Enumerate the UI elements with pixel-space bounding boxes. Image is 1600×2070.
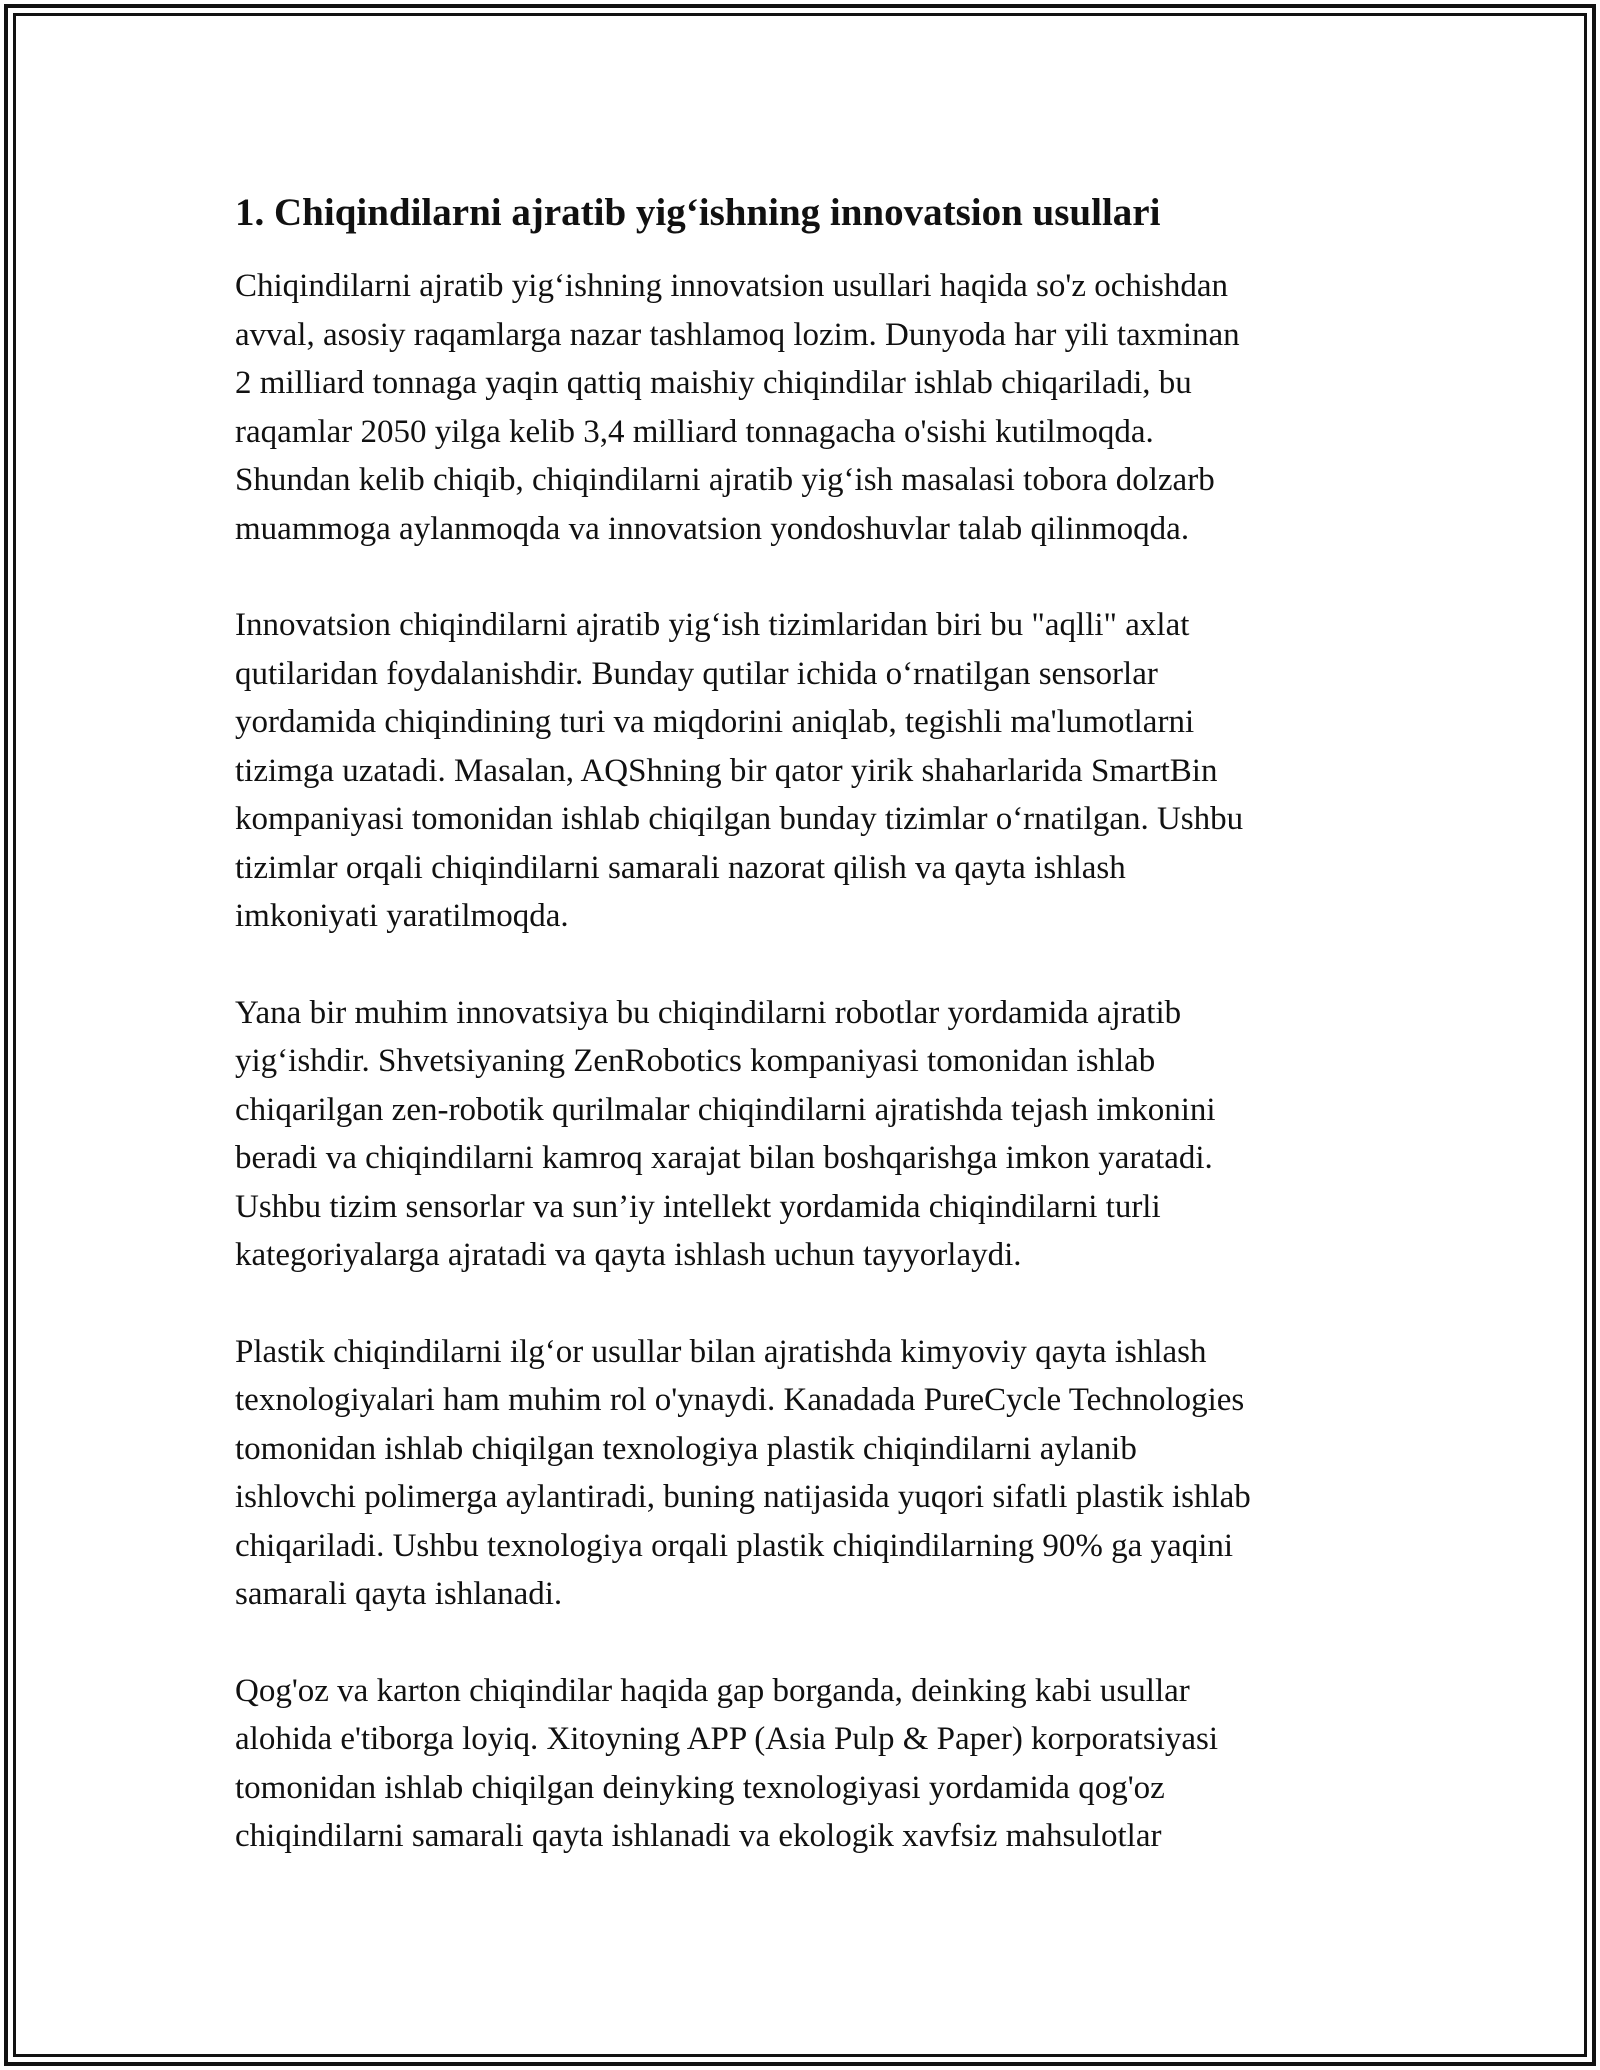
document-title: 1. Chiqindilarni ajratib yig‘ishning innovatsion usullari [235,191,1161,234]
text-line: kategoriyalarga ajratadi va qayta ishlash uchun tayyorlaydi. [235,1237,1022,1273]
text-line: texnologiyalari ham muhim rol o'ynaydi. Kanadada PureCycle Technologies [235,1382,1245,1418]
text-line: qutilaridan foydalanishdir. Bunday qutilar ichida o‘rnatilgan sensorlar [235,655,1158,692]
text-line: Innovatsion chiqindilarni ajratib yig‘ish tizimlaridan biri bu "aqlli" axlat [235,607,1190,643]
paragraph [235,1328,1395,1619]
text-line: imkoniyati yaratilmoqda. [235,898,569,934]
paragraph [235,601,1395,941]
text-line: beradi va chiqindilarni kamroq xarajat bilan boshqarishga imkon yaratadi. [235,1140,1213,1176]
paragraph [235,1667,1395,1861]
text-line: tomonidan ishlab chiqilgan deinyking texnologiyasi yordamida qog'oz [235,1769,1165,1806]
text-line: Chiqindilarni ajratib yig‘ishning innovatsion usullari haqida so'z ochishdan [235,268,1229,304]
paragraph [235,989,1395,1280]
text-line: Yana bir muhim innovatsiya bu chiqindilarni robotlar yordamida ajratib [235,994,1182,1031]
text-line: chiqariladi. Ushbu texnologiya orqali plastik chiqindilarning 90% ga yaqini [235,1527,1234,1564]
text-line: 2 milliard tonnaga yaqin qattiq maishiy chiqindilar ishlab chiqariladi, bu [235,365,1192,401]
text-line: Qog'oz va karton chiqindilar haqida gap borganda, deinking kabi usullar [235,1672,1190,1709]
text-line: chiqindilarni samarali qayta ishlanadi va ekologik xavfsiz mahsulotlar [235,1818,1162,1854]
document-body [235,183,1395,1861]
text-line: tizimlar orqali chiqindilarni samarali nazorat qilish va qayta ishlash [235,849,1126,886]
paragraph [235,262,1395,553]
text-line: yig‘ishdir. Shvetsiyaning ZenRobotics kompaniyasi tomonidan ishlab [235,1043,1156,1079]
text-line: Shundan kelib chiqib, chiqindilarni ajratib yig‘ish masalasi tobora dolzarb [235,462,1215,498]
text-line: alohida e'tiborga loyiq. Xitoyning APP (Asia Pulp & Paper) korporatsiyasi [235,1721,1219,1757]
text-line: kompaniyasi tomonidan ishlab chiqilgan bunday tizimlar o‘rnatilgan. Ushbu [235,801,1244,837]
text-line: raqamlar 2050 yilga kelib 3,4 milliard tonnagacha o'sishi kutilmoqda. [235,413,1154,450]
text-line: ishlovchi polimerga aylantiradi, buning natijasida yuqori sifatli plastik ishlab [235,1479,1251,1515]
text-line: Ushbu tizim sensorlar va sun’iy intellekt yordamida chiqindilarni turli [235,1188,1161,1225]
text-line: avval, asosiy raqamlarga nazar tashlamoq lozim. Dunyoda har yili taxminan [235,316,1240,353]
text-line: Plastik chiqindilarni ilg‘or usullar bilan ajratishda kimyoviy qayta ishlash [235,1333,1207,1370]
text-line: muammoga aylanmoqda va innovatsion yondoshuvlar talab qilinmoqda. [235,510,1190,547]
text-line: samarali qayta ishlanadi. [235,1576,563,1612]
text-line: yordamida chiqindining turi va miqdorini aniqlab, tegishli ma'lumotlarni [235,704,1195,740]
text-line: tizimga uzatadi. Masalan, AQShning bir qator yirik shaharlarida SmartBin [235,752,1218,789]
text-line: chiqarilgan zen-robotik qurilmalar chiqindilarni ajratishda tejash imkonini [235,1091,1216,1128]
text-line: tomonidan ishlab chiqilgan texnologiya plastik chiqindilarni aylanib [235,1430,1137,1467]
